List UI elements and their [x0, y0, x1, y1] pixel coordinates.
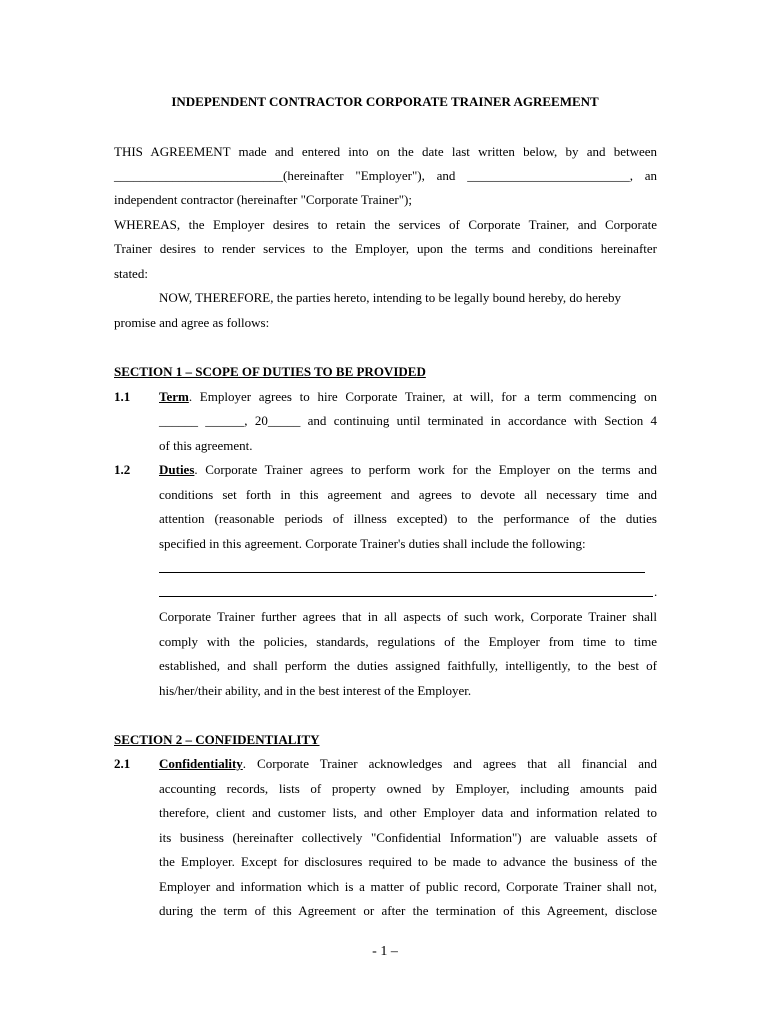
duties-blank-line[interactable] [159, 572, 645, 573]
document-title: INDEPENDENT CONTRACTOR CORPORATE TRAINER AGREEMENT [171, 94, 599, 109]
section-2-heading: SECTION 2 – CONFIDENTIALITY [114, 732, 320, 747]
clause-2-1-line: Confidentiality. Corporate Trainer acknowledges and agrees that all financial and [159, 756, 657, 771]
clause-number: 1.1 [114, 389, 131, 404]
clause-label: Term [159, 389, 189, 404]
now-therefore-line: NOW, THEREFORE, the parties hereto, intending to be legally bound hereby, do hereby [159, 290, 622, 305]
duties-blank-line[interactable] [159, 596, 653, 597]
clause-1-2-line: specified in this agreement. Corporate Trainer's duties shall include the following: [159, 536, 586, 551]
whereas-line: stated: [114, 266, 148, 281]
clause-1-2-more-line: comply with the policies, standards, regulations of the Employer from time to time [159, 634, 657, 649]
blank-period: . [654, 584, 658, 599]
section-1-heading: SECTION 1 – SCOPE OF DUTIES TO BE PROVIDED [114, 364, 426, 379]
clause-label: Confidentiality [159, 756, 243, 771]
clause-1-1-line: ______ ______, 20_____ and continuing until terminated in accordance with Section 4 [159, 413, 657, 428]
clause-2-1-line: accounting records, lists of property owned by Employer, including amounts paid [159, 781, 657, 796]
whereas-line: WHEREAS, the Employer desires to retain the services of Corporate Trainer, and Corporate [114, 217, 657, 232]
clause-1-2-more-line: established, and shall perform the duties assigned faithfully, intelligently, to the best of [159, 658, 657, 673]
page-number: - 1 – [372, 944, 398, 959]
clause-1-2-line: attention (reasonable periods of illness excepted) to the performance of the duties [159, 511, 657, 526]
whereas-line: Trainer desires to render services to the Employer, upon the terms and conditions hereinafter [114, 241, 657, 256]
intro-line: independent contractor (hereinafter "Corporate Trainer"); [114, 192, 412, 207]
clause-2-1-line: during the term of this Agreement or after the termination of this Agreement, disclose [159, 903, 657, 918]
clause-number: 1.2 [114, 462, 131, 477]
clause-1-2-more-line: Corporate Trainer further agrees that in all aspects of such work, Corporate Trainer shall [159, 609, 657, 624]
clause-1-2-more-line: his/her/their ability, and in the best interest of the Employer. [159, 683, 472, 698]
intro-line: THIS AGREEMENT made and entered into on the date last written below, by and between [114, 144, 657, 159]
clause-1-2-line: Duties. Corporate Trainer agrees to perform work for the Employer on the terms and [159, 462, 657, 477]
clause-2-1-line: Employer and information which is a matter of public record, Corporate Trainer shall not, [159, 879, 657, 894]
clause-label: Duties [159, 462, 195, 477]
clause-number: 2.1 [114, 756, 131, 771]
intro-line: __________________________(hereinafter "Employer"), and _________________________, an [114, 168, 657, 183]
clause-2-1-line: its business (hereinafter collectively "Confidential Information") are valuable assets of [159, 830, 657, 845]
clause-1-1-line: Term. Employer agrees to hire Corporate Trainer, at will, for a term commencing on [159, 389, 657, 404]
clause-1-2-line: conditions set forth in this agreement and agrees to devote all necessary time and [159, 487, 657, 502]
clause-1-1-line: of this agreement. [159, 438, 253, 453]
clause-2-1-line: therefore, client and customer lists, and other Employer data and information related to [159, 805, 657, 820]
now-therefore-line: promise and agree as follows: [114, 315, 270, 330]
clause-2-1-line: the Employer. Except for disclosures required to be made to advance the business of the [159, 854, 657, 869]
